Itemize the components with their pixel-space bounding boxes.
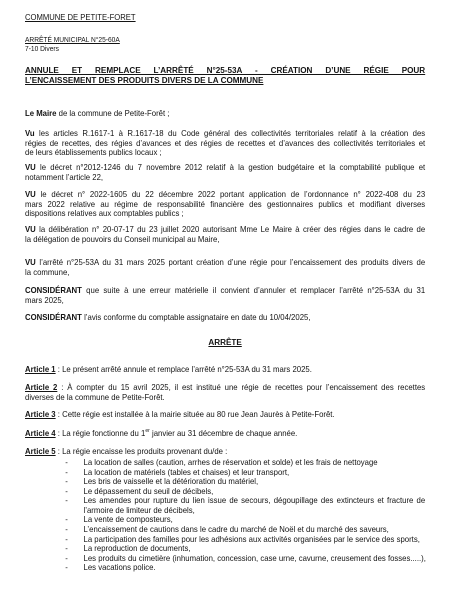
list-item-text: La location de salles (caution, arrhes de réservation et solde) et les frais de nettoyage bbox=[83, 457, 378, 468]
list-item-text: Les vacations police. bbox=[83, 562, 156, 573]
visa-5-line-2: la commune, bbox=[25, 266, 70, 277]
article-1 bbox=[25, 365, 425, 374]
list-item bbox=[25, 563, 425, 573]
visa-4-lead: VU bbox=[25, 224, 36, 235]
article-5-lead: Article 5 bbox=[25, 446, 56, 457]
visa-2-line-2: notamment l’article 22, bbox=[25, 171, 104, 182]
considerant-1-text: que suite à une erreur matérielle il convient d’annuler et remplacer l’arrêté n°25-53A du 31 bbox=[86, 285, 426, 296]
list-bullet: - bbox=[65, 457, 68, 468]
visa-1-lead: Vu bbox=[25, 128, 35, 139]
article-4-text: : La régie fonctionne du 1 bbox=[57, 428, 146, 439]
list-bullet: - bbox=[65, 495, 68, 506]
article-1-line-1 bbox=[25, 365, 425, 374]
visa-4-text: la délibération n° 20-07-17 du 23 juillet 2020 autorisant Mme Le Maire à créer des régies dans le cadre de bbox=[39, 224, 426, 235]
considerant-2-text: l’avis conforme du comptable assignataire en date du 10/04/2025, bbox=[84, 312, 311, 323]
visa-5 bbox=[25, 258, 425, 277]
list-item-text: Le dépassement du seuil de décibels, bbox=[83, 485, 214, 496]
article-4-text-end: janvier au 31 décembre de chaque année. bbox=[149, 428, 298, 439]
classification: 7-10 Divers bbox=[25, 45, 59, 53]
decision-heading: ARRÊTE bbox=[208, 337, 242, 347]
article-3 bbox=[25, 410, 425, 419]
visa-1-line-3: de leurs établissements publics locaux ; bbox=[25, 146, 162, 157]
article-5-line-1 bbox=[25, 447, 425, 456]
visa-1 bbox=[25, 129, 425, 157]
list-item-text: La vente de composteurs, bbox=[83, 514, 173, 525]
article-2-line-2: diverses de la commune de Petite-Forêt. bbox=[25, 391, 165, 402]
preamble-lead: Le Maire bbox=[25, 108, 57, 119]
list-bullet: - bbox=[65, 562, 68, 573]
visa-3 bbox=[25, 190, 425, 218]
commune-name: COMMUNE DE PETITE-FORET bbox=[25, 13, 136, 22]
revenue-list bbox=[25, 458, 425, 573]
visa-4-line-2: la délégation de pouvoirs du Conseil municipal au Maire, bbox=[25, 233, 220, 244]
arrete-reference bbox=[25, 36, 425, 55]
article-1-text: : Le présent arrêté annule et remplace l’arrêté n°25-53A du 31 mars 2025. bbox=[57, 364, 312, 375]
visa-2-lead: VU bbox=[25, 162, 36, 173]
article-4 bbox=[25, 429, 425, 438]
list-item-text: Les amendes pour rupture du lien issue de secours, dégoupillage des extincteurs et fracture de l’armoire de limiteur de décibels, bbox=[83, 495, 426, 515]
document-page bbox=[25, 0, 425, 600]
title-line-1: ANNULE ET REMPLACE L’ARRÊTÉ N°25-53A - CRÉATION D’UNE RÉGIE POUR bbox=[25, 65, 426, 75]
list-item-text: La location de matériels (tables et chaises) et leur transport, bbox=[83, 466, 290, 477]
article-1-lead: Article 1 bbox=[25, 364, 56, 375]
visa-1-text: les articles R.1617-1 à R.1617-18 du Code général des collectivités territoriales relatif à la création des bbox=[39, 128, 426, 139]
considerant-1-lead: CONSIDÉRANT bbox=[25, 285, 82, 296]
article-5-text: : La régie encaisse les produits provenant du/de : bbox=[57, 446, 228, 457]
list-item-text: La participation des familles pour les adhésions aux activités organisées par le service des sports, bbox=[83, 533, 420, 544]
article-2-lead: Article 2 bbox=[25, 382, 58, 393]
commune-header bbox=[25, 13, 425, 23]
visa-3-line-3: dispositions relatives aux comptables publics ; bbox=[25, 207, 184, 218]
list-bullet: - bbox=[65, 533, 68, 544]
article-2-text: : À compter du 15 avril 2025, il est institué une régie de recettes pour l’encaissement des recettes bbox=[61, 382, 426, 393]
list-item-text: Les produits du cimetière (inhumation, concession, case urne, cavurne, creusement des fosses.....), bbox=[83, 552, 426, 563]
document-title bbox=[25, 65, 425, 85]
list-item-text: L’encaissement de cautions dans le cadre du marché de Noël et du marché des saveurs, bbox=[83, 524, 389, 535]
visa-4 bbox=[25, 225, 425, 244]
considerant-1-line-2: mars 2025, bbox=[25, 294, 64, 305]
article-4-line-1 bbox=[25, 429, 425, 438]
considerant-2 bbox=[25, 313, 425, 322]
visa-5-lead: VU bbox=[25, 257, 36, 268]
article-3-line-1 bbox=[25, 410, 425, 419]
preamble bbox=[25, 109, 425, 118]
list-item-text: La reproduction de documents, bbox=[83, 543, 191, 554]
visa-1-line-2: régies de recettes, des régies d’avances et des régies de recettes et d’avances des collectivités territoriales et bbox=[25, 137, 426, 148]
visa-2-text: le décret n°2012-1246 du 7 novembre 2012 relatif à la gestion budgétaire et la comptabilité publique et bbox=[40, 162, 426, 173]
visa-5-line-1 bbox=[25, 258, 425, 267]
considerant-1-line-1 bbox=[25, 286, 425, 295]
article-2 bbox=[25, 383, 425, 402]
considerant-2-line-1 bbox=[25, 313, 425, 322]
list-item-text: Les bris de vaisselle et la détérioration du matériel, bbox=[83, 476, 259, 487]
list-bullet: - bbox=[65, 543, 68, 554]
list-bullet: - bbox=[65, 485, 68, 496]
visa-3-line-2: mars 2022 relative au régime de responsabilité financière des gestionnaires publics et modifiant diverses bbox=[25, 198, 426, 209]
list-bullet: - bbox=[65, 524, 68, 535]
article-3-text: : Cette régie est installée à la mairie située au 80 rue Jean Jaurès à Petite-Forêt. bbox=[57, 409, 335, 420]
list-bullet: - bbox=[65, 514, 68, 525]
ordinal-superscript: er bbox=[145, 428, 150, 435]
preamble-text: de la commune de Petite-Forêt ; bbox=[58, 108, 170, 119]
visa-2 bbox=[25, 163, 425, 182]
article-5 bbox=[25, 447, 425, 456]
visa-3-text: le décret n° 2022-1605 du 22 décembre 2022 portant application de l’ordonnance n° 2022-408 du 23 bbox=[40, 189, 426, 200]
visa-5-text: l’arrêté n°25-53A du 31 mars 2025 portant création d’une régie pour l’encaissement des produits divers de bbox=[39, 257, 426, 268]
list-bullet: - bbox=[65, 466, 68, 477]
arrete-number: ARRÊTÉ MUNICIPAL N°25-60A bbox=[25, 35, 120, 44]
list-bullet: - bbox=[65, 476, 68, 487]
considerant-1 bbox=[25, 286, 425, 305]
list-bullet: - bbox=[65, 552, 68, 563]
decision-heading-block bbox=[25, 337, 425, 347]
article-4-lead: Article 4 bbox=[25, 428, 56, 439]
title-line-2: L’ENCAISSEMENT DES PRODUITS DIVERS DE LA COMMUNE bbox=[25, 75, 264, 85]
considerant-2-lead: CONSIDÉRANT bbox=[25, 312, 82, 323]
article-3-lead: Article 3 bbox=[25, 409, 56, 420]
list-item bbox=[25, 496, 425, 515]
visa-3-lead: VU bbox=[25, 189, 36, 200]
